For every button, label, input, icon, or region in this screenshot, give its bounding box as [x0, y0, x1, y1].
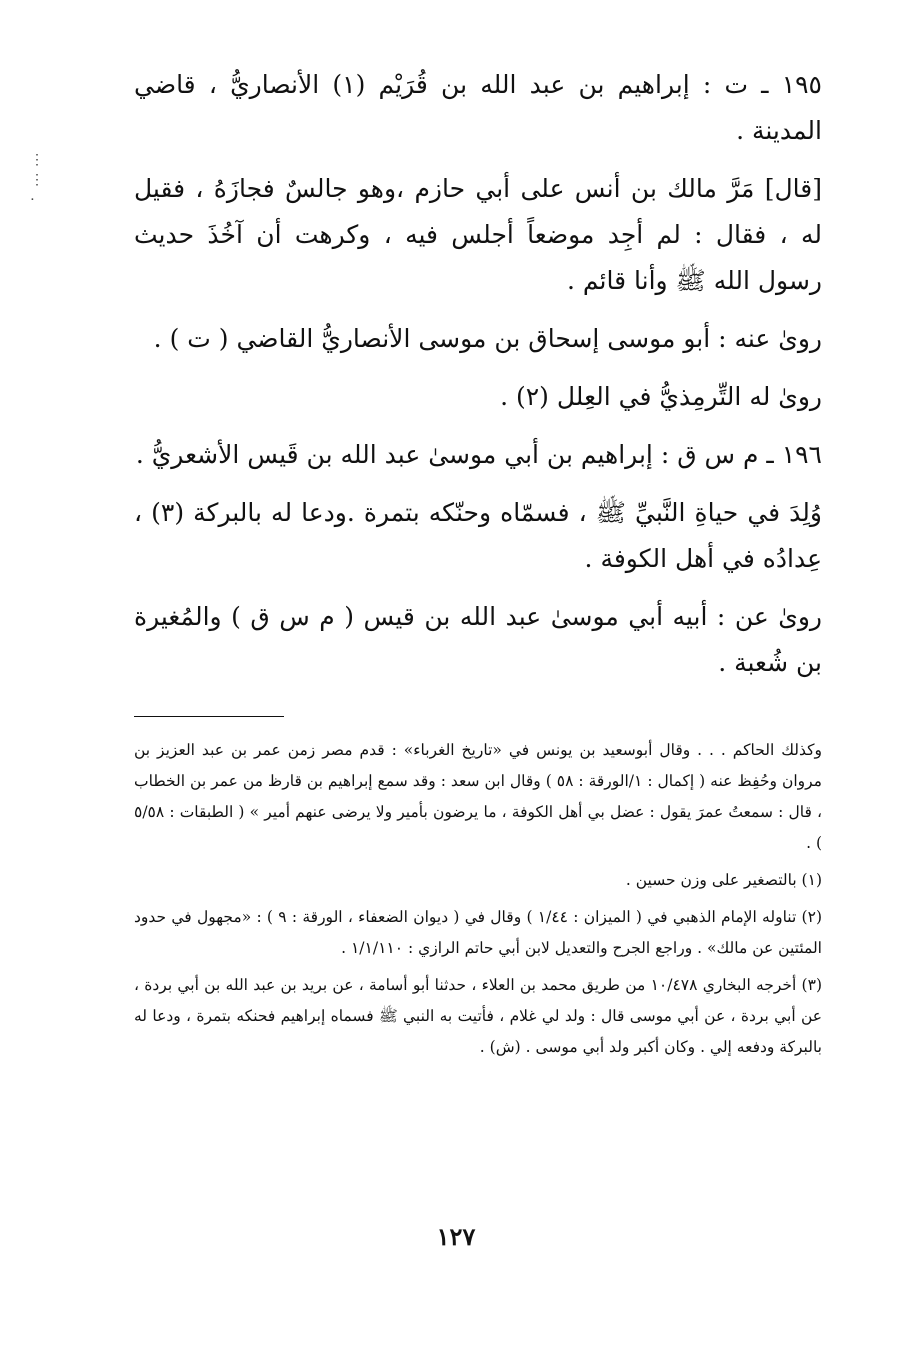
footnote-rule	[134, 716, 284, 717]
margin-marks: ⋮ ⋮ ⋅	[30, 152, 44, 208]
footnote-3: (٣) أخرجه البخاري ١٠/٤٧٨ من طريق محمد بن العلاء ، حدثنا أبو أسامة ، عن بريد بن عبد الله بن أبي بردة ، عن أبي بردة ، عن أبي موسى قال : ولد لي غلام ، فأتيت به النبي ﷺ فسماه إبراهيم فحنكه بتمرة ، ودعا له بالبركة ودفعه إلي . وكان أكبر ولد أبي موسى . (ش) .	[134, 976, 822, 1056]
entry-195-anecdote: [قال] مَرَّ مالك بن أنس على أبي حازم ،وهو جالسٌ فجازَهُ ، فقيل له ، فقال : لم أجِد موضعاً أجلس فيه ، وكرهت أن آخُذَ حديث رسول الله ﷺ وأنا قائم .	[134, 174, 822, 295]
footnote-continuation: وكذلك الحاكم . . . وقال أبوسعيد بن يونس في «تاريخ الغرباء» : قدم مصر زمن عمر بن عبد العزيز بن مروان وحُفِظ عنه ( إكمال : ١/الورقة : ٥٨ ) وقال ابن سعد : وقد سمع إبراهيم بن قارظ من عمر بن الخطاب ، قال : سمعتُ عمرَ يقول : عضل بي أهل الكوفة ، ما يرضون بأمير ولا يرضى عنهم أمير » ( الطبقات : ٥/٥٨ ) .	[134, 741, 822, 852]
entry-196-narrated-from: روىٰ عن : أبيه أبي موسىٰ عبد الله بن قيس ( م س ق ) والمُغيرة بن شُعبة .	[134, 602, 822, 677]
footnote-1: (١) بالتصغير على وزن حسين .	[625, 871, 822, 889]
page-number: ١٢٧	[436, 1222, 476, 1251]
entry-195-heading: ١٩٥ ـ ت : إبراهيم بن عبد الله بن قُرَيْم (١) الأنصاريُّ ، قاضي المدينة .	[134, 70, 822, 145]
footnotes	[134, 735, 822, 1063]
entry-196-heading: ١٩٦ ـ م س ق : إبراهيم بن أبي موسىٰ عبد الله بن قَيس الأشعريُّ .	[135, 440, 822, 469]
entry-196-birth: وُلِدَ في حياةِ النَّبيِّ ﷺ ، فسمّاه وحنّكه بتمرة .ودعا له بالبركة (٣) ، عِدادُه في أهل الكوفة .	[134, 498, 822, 573]
main-text	[134, 62, 822, 686]
entry-195-tirmidhi: روىٰ له التِّرمِذيُّ في العِلل (٢) .	[500, 382, 822, 411]
footnote-2: (٢) تناوله الإمام الذهبي في ( الميزان : ١/٤٤ ) وقال في ( ديوان الضعفاء ، الورقة : ٩ ) : «مجهول في حدود المئتين عن مالك» . وراجع الجرح والتعديل لابن أبي حاتم الرازي : ١/١/١١٠ .	[134, 908, 822, 957]
entry-195-narrated-by: روىٰ عنه : أبو موسى إسحاق بن موسى الأنصاريُّ القاضي ( ت ) .	[153, 324, 822, 353]
